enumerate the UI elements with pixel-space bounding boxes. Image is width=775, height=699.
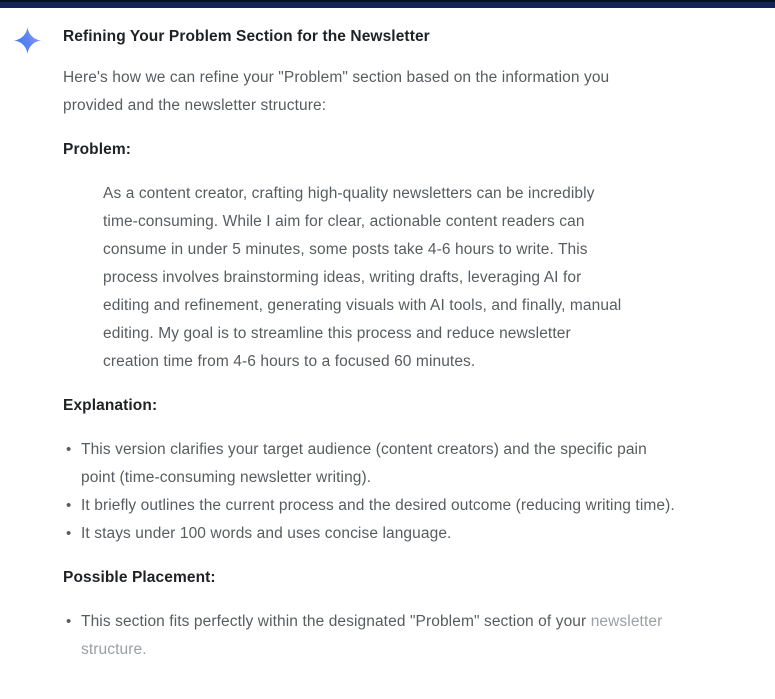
problem-quote-paragraph: As a content creator, crafting high-quality newsletters can be incredibly time-consuming. While I aim for clear, actionable content readers can consume in under 5 minutes, some posts take 4-6 hours to write. This process involves brainstorming ideas, writing drafts, leveraging AI for editing and refinement, generating visuals with AI tools, and finally, manual editing. My goal is to streamline this process and reduce newsletter creation time from 4-6 hours to a focused 60 minutes. bbox=[103, 185, 622, 370]
top-window-bar bbox=[0, 0, 775, 8]
newsletter-structure-muted-text: newsletter structure. bbox=[81, 613, 663, 658]
assistant-message bbox=[0, 8, 775, 664]
intro-paragraph: Here's how we can refine your "Problem" section based on the information you provided and the newsletter structure: bbox=[63, 69, 610, 114]
explanation-heading: Explanation: bbox=[63, 397, 158, 414]
gemini-sparkle-icon bbox=[14, 27, 41, 54]
problem-heading: Problem: bbox=[63, 141, 131, 158]
list-item bbox=[63, 608, 675, 664]
placement-item-text: This section fits perfectly within the designated "Problem" section of your bbox=[81, 613, 587, 630]
list-item: • It stays under 100 words and uses concise language. bbox=[63, 520, 675, 548]
placement-list bbox=[63, 608, 675, 664]
explanation-list bbox=[63, 436, 675, 548]
list-item: • It briefly outlines the current process and the desired outcome (reducing writing time). bbox=[63, 492, 675, 520]
message-title: Refining Your Problem Section for the Newsletter bbox=[63, 28, 430, 45]
placement-heading: Possible Placement: bbox=[63, 569, 216, 586]
message-content bbox=[63, 23, 775, 664]
avatar-column bbox=[0, 23, 63, 54]
list-item: • This version clarifies your target audience (content creators) and the specific pain point (time-consuming newsletter writing). bbox=[63, 436, 675, 492]
